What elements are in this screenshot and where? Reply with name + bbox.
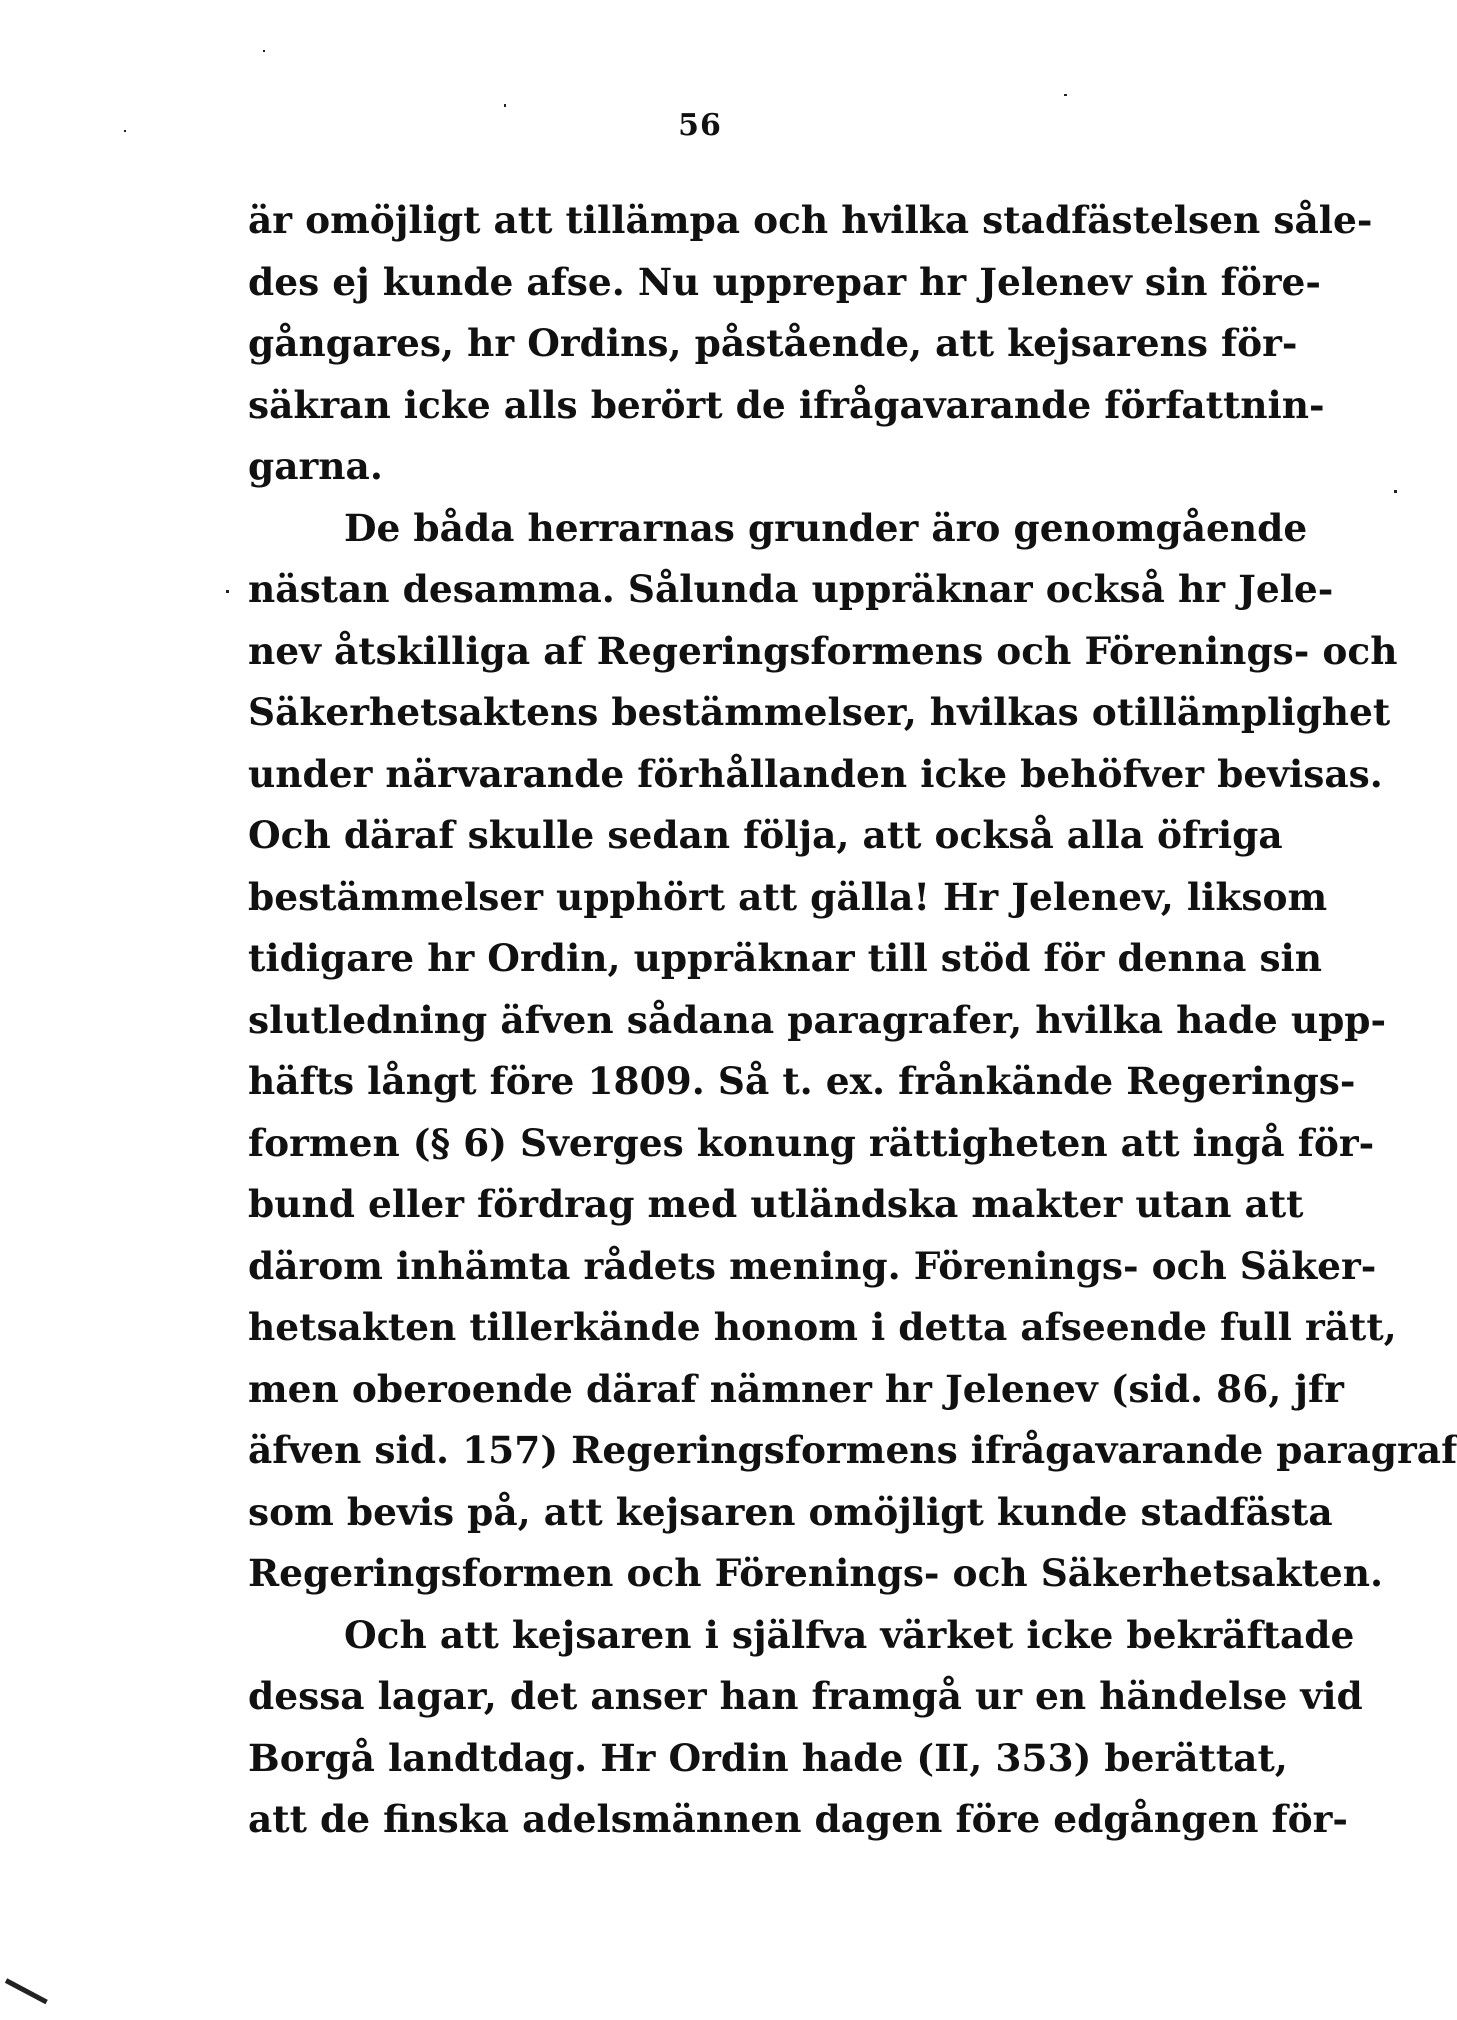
text-line: häfts långt före 1809. Så t. ex. frånkände Regerings- [248, 1059, 1356, 1103]
text-line: bestämmelser upphört att gälla! Hr Jelenev, liksom [248, 874, 1328, 919]
text-line: Borgå landtdag. Hr Ordin hade (II, 353) berättat, [248, 1735, 1288, 1780]
text-line: säkran icke alls berört de ifrågavarande författnin- [248, 382, 1325, 427]
scan-speck [1064, 94, 1067, 96]
text-line: formen (§ 6) Sverges konung rättigheten att ingå för- [248, 1120, 1375, 1165]
text-line: bund eller fördrag med utländska makter utan att [248, 1182, 1304, 1226]
text-line: slutledning äfven sådana paragrafer, hvilka hade upp- [248, 997, 1387, 1042]
scan-speck [504, 104, 506, 107]
scan-speck [1394, 490, 1397, 493]
text-line: nästan desamma. Sålunda uppräknar också hr Jele- [248, 567, 1334, 611]
scan-smudge [5, 1978, 48, 2004]
text-line: garna. [248, 444, 383, 488]
text-line: De båda herrarnas grunder äro genomgående [344, 505, 1308, 550]
text-line: Och däraf skulle sedan följa, att också alla öfriga [248, 813, 1283, 857]
text-line: att de finska adelsmännen dagen före edgången för- [248, 1797, 1348, 1841]
body-text [248, 190, 1457, 1851]
page-number: 56 [678, 108, 722, 143]
text-line: des ej kunde afse. Nu upprepar hr Jelenev sin före- [248, 259, 1321, 304]
text-line: tidigare hr Ordin, uppräknar till stöd för denna sin [248, 936, 1323, 980]
text-line: Säkerhetsaktens bestämmelser, hvilkas otillämplighet [248, 690, 1391, 734]
text-line: som bevis på, att kejsaren omöjligt kunde stadfästa [248, 1489, 1333, 1534]
text-line: Regeringsformen och Förenings- och Säkerhetsakten. [248, 1551, 1384, 1595]
text-line: hetsakten tillerkände honom i detta afseende full rätt, [248, 1305, 1397, 1349]
text-line: äfven sid. 157) Regeringsformens ifrågavarande paragraf [248, 1428, 1457, 1472]
text-line: är omöjligt att tillämpa och hvilka stadfästelsen såle- [248, 198, 1373, 242]
text-line: därom inhämta rådets mening. Förenings- och Säker- [248, 1243, 1377, 1288]
scan-speck [226, 590, 229, 593]
scan-speck [263, 50, 265, 52]
text-line: dessa lagar, det anser han framgå ur en händelse vid [248, 1674, 1363, 1718]
scan-speck [124, 130, 126, 132]
text-line: men oberoende däraf nämner hr Jelenev (sid. 86, jfr [248, 1366, 1344, 1411]
text-line: Och att kejsaren i själfva värket icke bekräftade [344, 1612, 1355, 1657]
text-line: nev åtskilliga af Regeringsformens och Förenings- och [248, 628, 1398, 673]
text-line: under närvarande förhållanden icke behöfver bevisas. [248, 751, 1383, 796]
text-line: gångares, hr Ordins, påstående, att kejsarens för- [248, 321, 1298, 365]
